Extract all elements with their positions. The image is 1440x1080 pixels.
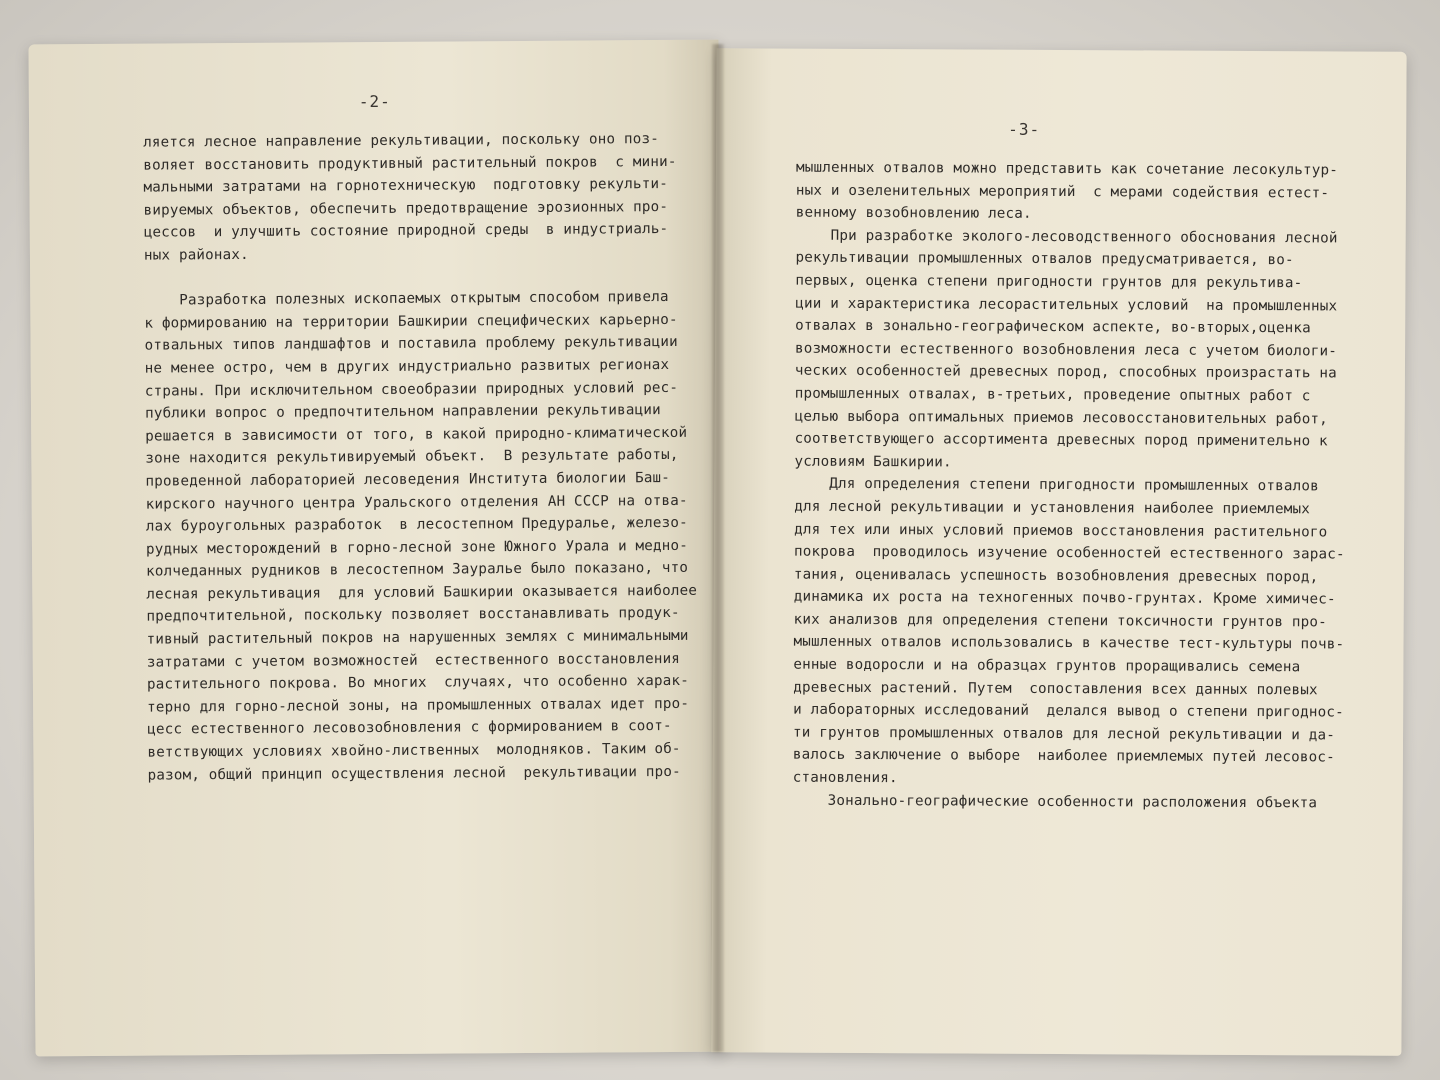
text-line: отвальных типов ландшафтов и поставила проблему рекультивации — [144, 334, 678, 354]
text-line: древесных растений. Путем сопоставления всех данных полевых — [793, 679, 1318, 699]
text-line: цессов и улучшить состояние природной среды в индустриаль- — [143, 221, 669, 241]
text-line: ных и озеленительных мероприятий с мерами содействия естест- — [795, 182, 1330, 202]
text-line: ляется лесное направление рекультивации, поскольку оно поз- — [143, 131, 659, 151]
text-line: воляет восстановить продуктивный растительный покров с мини- — [143, 153, 677, 174]
text-line: разом, общий принцип осуществления лесной рекультивации про- — [147, 763, 681, 784]
right-page — [711, 48, 1406, 1056]
text-line: предпочтительной, поскольку позволяет восстанавливать продук- — [146, 605, 680, 626]
text-line: колчеданных рудников в лесостепном Зауралье было показано, что — [146, 560, 689, 580]
text-line: отвалах в зонально-географическом аспекте, во-вторых,оценка — [795, 317, 1311, 337]
text-line: динамика их роста на техногенных почво-грунтах. Кроме химичес- — [793, 588, 1336, 608]
left-page-text — [143, 128, 698, 787]
text-line: целью выбора оптимальных приемов лесовосстановительных работ, — [794, 408, 1328, 427]
text-line: публики вопрос о предпочтительном направлении рекультивации — [145, 402, 661, 422]
text-line: тивный растительный покров на нарушенных землях с минимальными — [146, 627, 689, 648]
text-line: условиям Башкирии. — [794, 453, 952, 471]
text-line: страны. При исключительном своеобразии природных условий рес- — [144, 379, 679, 400]
text-line: первых, оценка степени пригодности грунтов для рекультива- — [795, 272, 1303, 292]
text-line: рудных месторождений в горно-лесной зоне Южного Урала и медно- — [145, 537, 689, 558]
text-line: лесная рекультивация для условий Башкирии оказывается наиболее — [146, 582, 698, 603]
text-line: не менее остро, чем в других индустриально развитых регионах — [144, 356, 670, 377]
text-line: и лабораторных исследований делался вывод о степени пригоднос- — [793, 701, 1344, 721]
text-line: мышленных отвалов использовались в качестве тест-культуры почв- — [793, 634, 1345, 653]
text-line: Зонально-географические особенности расположения объекта — [792, 792, 1318, 811]
text-line: промышленных отвалах, в-третьих, проведение опытных работ с — [794, 385, 1311, 405]
right-page-number: -3- — [1008, 119, 1041, 139]
left-page-number: -2- — [358, 91, 391, 112]
text-line: соответствующего ассортимента древесных пород применительно к — [794, 430, 1328, 450]
text-line: проведенной лабораторией лесоведения Института биологии Баш- — [145, 469, 671, 490]
text-line: цесс естественного лесовозобновления с формированием в соот- — [147, 718, 672, 739]
right-page-text — [793, 157, 1347, 815]
booklet-spine — [712, 44, 724, 1052]
text-line: рекультивации промышленных отвалов предусматривается, во- — [795, 249, 1294, 269]
text-line: становления. — [792, 769, 898, 787]
text-line: зоне находится рекультивируемый объект. В результате работы, — [145, 447, 679, 467]
text-line: тания, оценивалась успешность возобновления древесных пород, — [793, 566, 1319, 586]
text-line: Для определения степени пригодности промышленных отвалов — [794, 475, 1319, 495]
text-line: мальными затратами на горнотехническую подготовку рекульти- — [143, 176, 669, 196]
text-line: решается в зависимости от того, в какой природно-климатической — [145, 424, 688, 445]
text-line: ции и характеристика лесорастительных условий на промышленных — [795, 295, 1338, 315]
text-line: растительного покрова. Во многих случаях, что особенно харак- — [146, 673, 689, 693]
text-line: к формированию на территории Башкирии специфических карьерно- — [144, 311, 678, 332]
text-line: терно для горно-лесной зоны, на промышленных отвалах идет про- — [147, 695, 690, 716]
text-line: Разработка полезных ископаемых открытым способом привела — [144, 289, 669, 309]
text-line: валось заключение о выборе наиболее приемлемых путей лесовос- — [792, 747, 1335, 766]
text-line: возможности естественного возобновления леса с учетом биологи- — [795, 340, 1338, 360]
text-line: покрова проводилось изучение особенностей естественного зарас- — [793, 543, 1345, 563]
text-line: ных районах. — [143, 246, 249, 264]
text-line: для лесной рекультивации и установления наиболее приемлемых — [794, 498, 1311, 518]
text-line: затратами с учетом возможностей естественного восстановления — [146, 650, 681, 671]
text-line: При разработке эколого-лесоводственного обоснования лесной — [795, 227, 1338, 247]
text-line: ческих особенностей древесных пород, способных произрастать на — [794, 362, 1337, 382]
text-line: кирского научного центра Уральского отделения АН СССР на отва- — [145, 492, 688, 513]
text-line: мышленных отвалов можно представить как сочетание лесокультур- — [795, 159, 1339, 179]
text-line: венному возобновлению леса. — [795, 204, 1032, 223]
text-line: ветствующих условиях хвойно-лиственных молодняков. Таким об- — [147, 740, 681, 761]
left-page — [28, 40, 725, 1057]
text-line: для тех или иных условий приемов восстановления растительного — [794, 521, 1328, 540]
text-line: ти грунтов промышленных отвалов для лесной рекультивации и да- — [793, 724, 1336, 744]
text-line: енные водоросли и на образцах грунтов проращивались семена — [793, 656, 1301, 676]
text-line: ких анализов для определения степени токсичности грунтов про- — [793, 611, 1327, 631]
text-line: лах буроугольных разработок в лесостепном Предуралье, железо- — [145, 514, 688, 535]
text-line: вируемых объектов, обеспечить предотвращение эрозионных про- — [143, 198, 669, 219]
